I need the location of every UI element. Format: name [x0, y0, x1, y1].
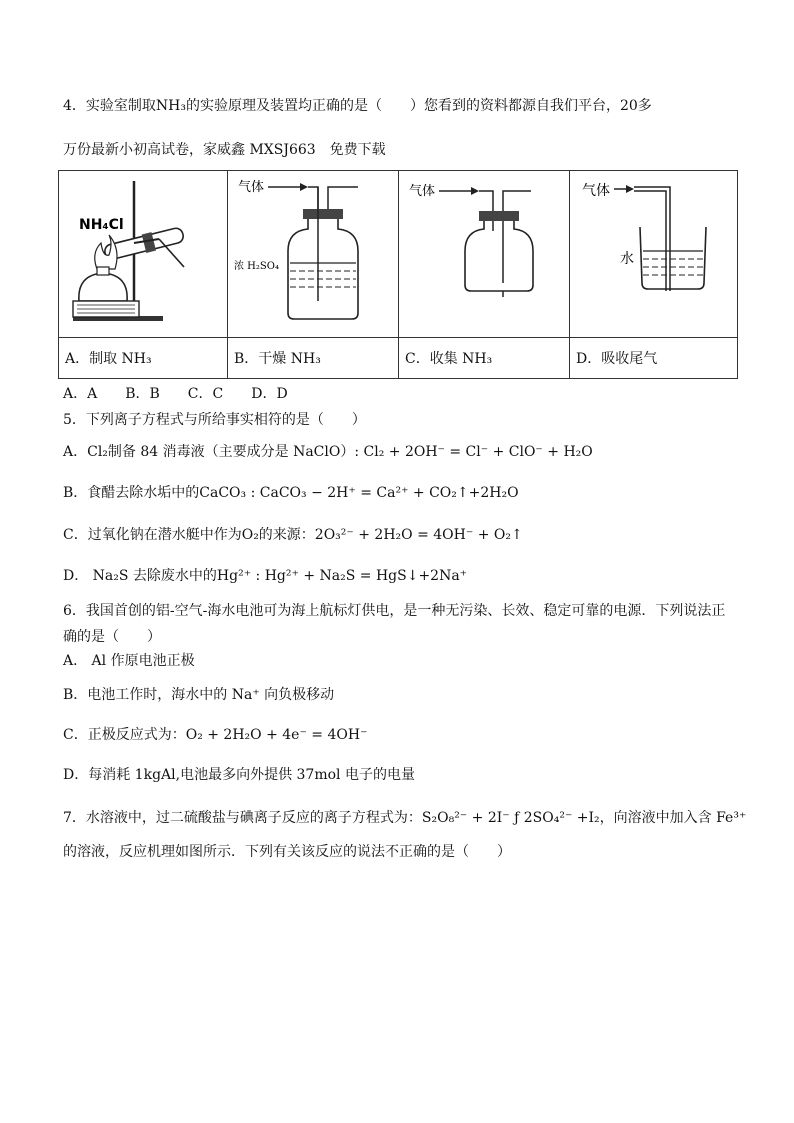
figure-b-cell [228, 171, 399, 338]
question-5-stem: 5．下列离子方程式与所给事实相符的是（ ） [63, 412, 366, 428]
caption-c: C．收集 NH₃ [399, 338, 570, 379]
caption-d: D．吸收尾气 [570, 338, 738, 379]
heating-apparatus-figure [59, 171, 227, 337]
question-5-option-c: C．过氧化钠在潜水艇中作为O₂的来源：2O₃²⁻ + 2H₂O = 4OH⁻ + O₂↑ [63, 527, 523, 543]
question-6-option-d: D．每消耗 1kgAl,电池最多向外提供 37mol 电子的电量 [63, 767, 415, 783]
collecting-bottle-figure [399, 171, 569, 337]
water-label: 水 [620, 251, 634, 267]
question-7-stem-line2: 的溶液，反应机理如图所示．下列有关该反应的说法不正确的是（ ） [63, 844, 511, 860]
caption-a: A．制取 NH₃ [59, 338, 228, 379]
question-4-stem-line1: 4．实验室制取NH₃的实验原理及装置均正确的是（ ）您看到的资料都源自我们平台，20多 [63, 98, 652, 114]
acid-label: 浓 H₂SO₄ [234, 261, 279, 272]
question-7-stem-line1: 7．水溶液中，过二硫酸盐与碘离子反应的离子方程式为：S₂O₈²⁻ + 2I⁻ ƒ 2SO₄²⁻ +I₂，向溶液中加入含 Fe³⁺ [63, 810, 747, 826]
gas-label-b: 气体 [238, 180, 265, 195]
question-4-stem-line2: 万份最新小初高试卷，家威鑫 MXSJ663 免费下载 [63, 142, 386, 158]
gas-label-c: 气体 [409, 184, 436, 199]
caption-b: B．干燥 NH₃ [228, 338, 399, 379]
question-6-option-a: A． Al 作原电池正极 [63, 653, 195, 669]
question-6-option-c: C．正极反应式为：O₂ + 2H₂O + 4e⁻ = 4OH⁻ [63, 727, 368, 743]
figure-c-cell [399, 171, 570, 338]
question-5-option-b: B．食醋去除水垢中的CaCO₃ : CaCO₃ − 2H⁺ = Ca²⁺ + CO₂↑+2H₂O [63, 485, 519, 501]
apparatus-table [58, 170, 738, 379]
question-6-option-b: B．电池工作时，海水中的 Na⁺ 向负极移动 [63, 687, 335, 703]
question-6-stem-line2: 确的是（ ） [63, 629, 161, 645]
drying-bottle-figure [228, 171, 398, 337]
tail-gas-beaker-figure [570, 171, 742, 337]
figure-d-cell [570, 171, 738, 338]
gas-label-d: 气体 [582, 183, 610, 199]
question-5-option-d: D． Na₂S 去除废水中的Hg²⁺ : Hg²⁺ + Na₂S = HgS↓+2Na⁺ [63, 568, 468, 584]
question-5-option-a: A．Cl₂制备 84 消毒液（主要成分是 NaClO）: Cl₂ + 2OH⁻ = Cl⁻ + ClO⁻ + H₂O [63, 444, 593, 460]
question-6-stem-line1: 6．我国首创的铝-空气-海水电池可为海上航标灯供电，是一种无污染、长效、稳定可靠的电源．下列说法正 [63, 603, 726, 619]
figure-a-cell [59, 171, 228, 338]
reagent-label: NH₄Cl [79, 217, 124, 233]
question-4-options: A．A B．B C．C D．D [63, 386, 288, 402]
